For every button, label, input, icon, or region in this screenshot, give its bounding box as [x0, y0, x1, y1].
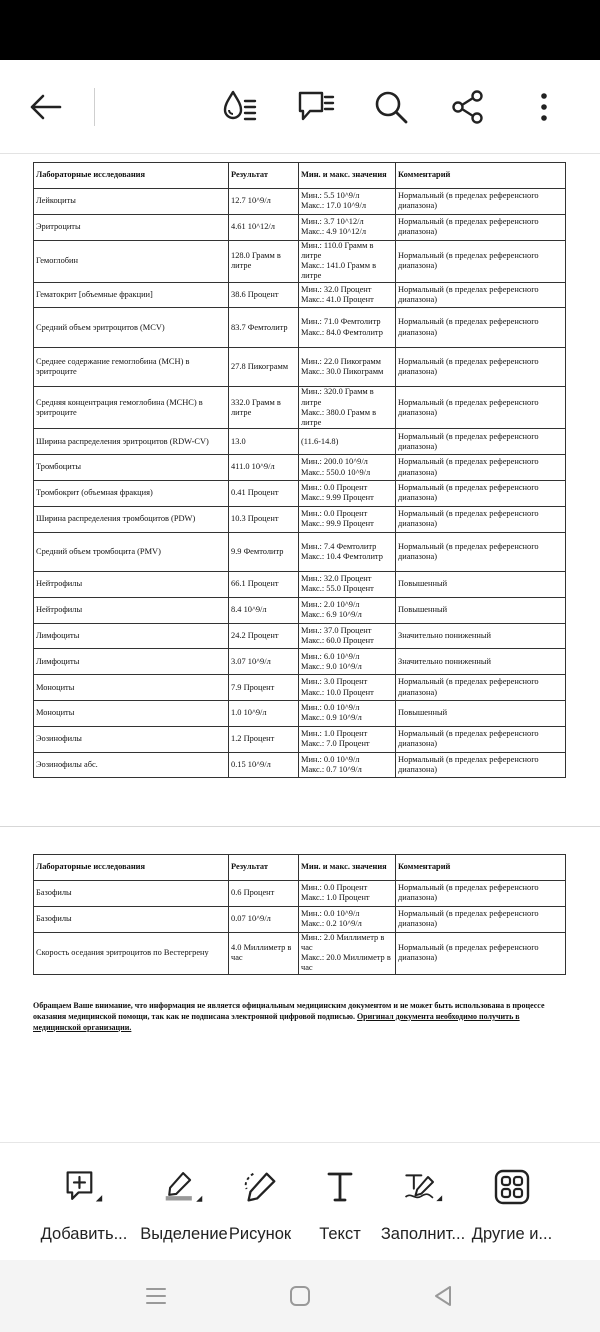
table-cell: Мин.: 5.5 10^9/л Макс.: 17.0 10^9/л — [299, 189, 396, 215]
table-row — [34, 387, 566, 429]
table-cell: 27.8 Пикограмм — [229, 347, 299, 387]
table-cell: 0.6 Процент — [229, 881, 299, 907]
fill-sign-label: Заполнит... — [380, 1225, 466, 1243]
table-cell: Мин.: 0.0 Процент Макс.: 1.0 Процент — [299, 881, 396, 907]
table-row — [34, 572, 566, 598]
table-cell: Мин.: 32.0 Процент Макс.: 41.0 Процент — [299, 282, 396, 308]
table-cell: Мин.: 71.0 Фемтолитр Макс.: 84.0 Фемтолитр — [299, 308, 396, 348]
table-cell: Значительно пониженный — [396, 649, 566, 675]
table-cell: Повышенный — [396, 597, 566, 623]
text-icon — [320, 1167, 360, 1207]
column-header: Лабораторные исследования — [34, 163, 229, 189]
table-row — [34, 649, 566, 675]
table-cell: 128.0 Грамм в литре — [229, 240, 299, 282]
table-cell: Гематокрит [объемные фракции] — [34, 282, 229, 308]
table-cell: Мин.: 200.0 10^9/л Макс.: 550.0 10^9/л — [299, 455, 396, 481]
system-nav-bar — [0, 1260, 600, 1332]
table-cell: Нормальный (в пределах референсного диапазона) — [396, 240, 566, 282]
table-cell: 38.6 Процент — [229, 282, 299, 308]
table-cell: Моноциты — [34, 675, 229, 701]
table-cell: Гемоглобин — [34, 240, 229, 282]
table-cell: (11.6-14.8) — [299, 429, 396, 455]
table-cell: Лейкоциты — [34, 189, 229, 215]
table-row — [34, 506, 566, 532]
table-cell: 4.0 Миллиметр в час — [229, 932, 299, 974]
table-cell: 411.0 10^9/л — [229, 455, 299, 481]
table-cell: Нормальный (в пределах референсного диапазона) — [396, 532, 566, 572]
table-cell: Мин.: 7.4 Фемтолитр Макс.: 10.4 Фемтолитр — [299, 532, 396, 572]
table-cell: 8.4 10^9/л — [229, 597, 299, 623]
table-cell: Мин.: 0.0 10^9/л Макс.: 0.2 10^9/л — [299, 906, 396, 932]
table-cell: Нормальный (в пределах референсного диапазона) — [396, 189, 566, 215]
table-row — [34, 932, 566, 974]
table-cell: Нормальный (в пределах референсного диапазона) — [396, 906, 566, 932]
column-header: Комментарий — [396, 163, 566, 189]
table-cell: 0.07 10^9/л — [229, 906, 299, 932]
table-header-row — [34, 163, 566, 189]
table-row — [34, 455, 566, 481]
table-cell: 7.9 Процент — [229, 675, 299, 701]
table-row — [34, 881, 566, 907]
disclaimer-notice — [33, 1001, 566, 1033]
more-tools-label: Другие и... — [471, 1225, 553, 1243]
table-row — [34, 308, 566, 348]
table-cell: Мин.: 320.0 Грамм в литре Макс.: 380.0 Грамм в литре — [299, 387, 396, 429]
toolbar-divider — [94, 88, 95, 126]
table-cell: 0.41 Процент — [229, 480, 299, 506]
add-comment-label: Добавить... — [40, 1225, 128, 1243]
table-cell: Средний объем эритроцитов (MCV) — [34, 308, 229, 348]
column-header: Комментарий — [396, 855, 566, 881]
table-cell: Мин.: 3.7 10^12/л Макс.: 4.9 10^12/л — [299, 214, 396, 240]
table-cell: Нормальный (в пределах референсного диапазона) — [396, 506, 566, 532]
add-comment-icon — [64, 1167, 104, 1207]
home-icon[interactable] — [278, 1278, 322, 1314]
table-cell: Повышенный — [396, 572, 566, 598]
table-cell: Лимфоциты — [34, 623, 229, 649]
table-cell: Нормальный (в пределах референсного диапазона) — [396, 932, 566, 974]
table-cell: Нормальный (в пределах референсного диапазона) — [396, 214, 566, 240]
table-cell: 332.0 Грамм в литре — [229, 387, 299, 429]
comment-list-icon[interactable] — [294, 85, 338, 129]
column-header: Результат — [229, 163, 299, 189]
table-cell: Мин.: 0.0 10^9/л Макс.: 0.7 10^9/л — [299, 752, 396, 778]
table-cell: 10.3 Процент — [229, 506, 299, 532]
table-row — [34, 532, 566, 572]
more-tools-icon — [492, 1167, 532, 1207]
table-cell: Нормальный (в пределах референсного диапазона) — [396, 282, 566, 308]
table-cell: Нормальный (в пределах референсного диапазона) — [396, 480, 566, 506]
more-tools-button[interactable] — [462, 1143, 562, 1261]
document-page-2 — [0, 827, 600, 1142]
table-cell: Тромбокрит (объемная фракция) — [34, 480, 229, 506]
table-cell: Эритроциты — [34, 214, 229, 240]
back-icon[interactable] — [421, 1278, 465, 1314]
table-row — [34, 480, 566, 506]
table-cell: Мин.: 0.0 Процент Макс.: 99.9 Процент — [299, 506, 396, 532]
disclaimer-text: Обращаем Ваше внимание, что информация не является официальным медицинским документом и не может быть использована в процессе оказания медицинской помощи, так как не подписана электронной цифровой подписью. — [33, 1001, 545, 1021]
table-row — [34, 282, 566, 308]
table-cell: 1.0 10^9/л — [229, 701, 299, 727]
highlight-label: Выделение — [140, 1225, 228, 1243]
table-cell: 83.7 Фемтолитр — [229, 308, 299, 348]
lab-results-table-1 — [33, 162, 566, 778]
table-row — [34, 906, 566, 932]
lab-results-table-2 — [33, 854, 566, 975]
table-cell: 13.0 — [229, 429, 299, 455]
more-vertical-icon[interactable] — [522, 85, 566, 129]
column-header: Мин. и макс. значения — [299, 855, 396, 881]
table-cell: Эозинофилы — [34, 726, 229, 752]
table-cell: Нормальный (в пределах референсного диапазона) — [396, 881, 566, 907]
table-cell: Скорость оседания эритроцитов по Вестергрену — [34, 932, 229, 974]
table-row — [34, 752, 566, 778]
table-cell: 4.61 10^12/л — [229, 214, 299, 240]
table-cell: Нормальный (в пределах референсного диапазона) — [396, 752, 566, 778]
table-row — [34, 726, 566, 752]
table-cell: Тромбоциты — [34, 455, 229, 481]
table-cell: Моноциты — [34, 701, 229, 727]
table-cell: Мин.: 0.0 Процент Макс.: 9.99 Процент — [299, 480, 396, 506]
table-row — [34, 675, 566, 701]
table-row — [34, 214, 566, 240]
table-cell: Нейтрофилы — [34, 572, 229, 598]
table-cell: 24.2 Процент — [229, 623, 299, 649]
top-toolbar — [0, 60, 600, 154]
table-cell: Средний объем тромбоцита (PMV) — [34, 532, 229, 572]
table-cell: Лимфоциты — [34, 649, 229, 675]
table-cell: Базофилы — [34, 906, 229, 932]
table-cell: Нормальный (в пределах референсного диапазона) — [396, 308, 566, 348]
table-cell: Мин.: 22.0 Пикограмм Макс.: 30.0 Пикограмм — [299, 347, 396, 387]
table-cell: Мин.: 2.0 10^9/л Макс.: 6.9 10^9/л — [299, 597, 396, 623]
table-cell: Базофилы — [34, 881, 229, 907]
bottom-toolbar — [0, 1142, 600, 1260]
table-cell: 3.07 10^9/л — [229, 649, 299, 675]
table-cell: Мин.: 37.0 Процент Макс.: 60.0 Процент — [299, 623, 396, 649]
table-cell: 0.15 10^9/л — [229, 752, 299, 778]
table-row — [34, 623, 566, 649]
table-cell: Повышенный — [396, 701, 566, 727]
share-icon[interactable] — [446, 85, 490, 129]
fill-sign-icon — [403, 1167, 443, 1207]
table-cell: Нормальный (в пределах референсного диапазона) — [396, 387, 566, 429]
table-cell: Мин.: 32.0 Процент Макс.: 55.0 Процент — [299, 572, 396, 598]
table-cell: Среднее содержание гемоглобина (MCH) в эритроците — [34, 347, 229, 387]
highlight-pen-icon — [164, 1167, 204, 1207]
draw-icon — [240, 1167, 280, 1207]
table-cell: Нейтрофилы — [34, 597, 229, 623]
status-bar — [0, 0, 600, 60]
table-row — [34, 189, 566, 215]
table-row — [34, 597, 566, 623]
back-arrow-icon[interactable] — [24, 85, 68, 129]
search-icon[interactable] — [369, 85, 413, 129]
disclaimer-underlined: Оригинал документа необходимо получить в медицинской организации. — [33, 1011, 520, 1032]
table-cell: Ширина распределения тромбоцитов (PDW) — [34, 506, 229, 532]
read-mode-icon[interactable] — [218, 85, 262, 129]
table-cell: Ширина распределения эритроцитов (RDW-CV) — [34, 429, 229, 455]
table-cell: Мин.: 3.0 Процент Макс.: 10.0 Процент — [299, 675, 396, 701]
table-cell: Значительно пониженный — [396, 623, 566, 649]
table-cell: Мин.: 1.0 Процент Макс.: 7.0 Процент — [299, 726, 396, 752]
table-cell: 66.1 Процент — [229, 572, 299, 598]
draw-label: Рисунок — [228, 1225, 292, 1243]
table-cell: Мин.: 2.0 Миллиметр в час Макс.: 20.0 Миллиметр в час — [299, 932, 396, 974]
text-label: Текст — [319, 1225, 361, 1243]
table-cell: 9.9 Фемтолитр — [229, 532, 299, 572]
table-row — [34, 347, 566, 387]
document-page-1 — [0, 154, 600, 826]
recent-apps-icon[interactable] — [134, 1278, 178, 1314]
table-cell: Мин.: 110.0 Грамм в литре Макс.: 141.0 Грамм в литре — [299, 240, 396, 282]
table-cell: Нормальный (в пределах референсного диапазона) — [396, 347, 566, 387]
table-header-row — [34, 855, 566, 881]
table-cell: 12.7 10^9/л — [229, 189, 299, 215]
column-header: Мин. и макс. значения — [299, 163, 396, 189]
table-cell: Мин.: 6.0 10^9/л Макс.: 9.0 10^9/л — [299, 649, 396, 675]
table-cell: Нормальный (в пределах референсного диапазона) — [396, 455, 566, 481]
add-comment-button[interactable] — [34, 1143, 134, 1261]
table-cell: Нормальный (в пределах референсного диапазона) — [396, 726, 566, 752]
column-header: Лабораторные исследования — [34, 855, 229, 881]
table-row — [34, 701, 566, 727]
table-cell: Нормальный (в пределах референсного диапазона) — [396, 429, 566, 455]
table-cell: Мин.: 0.0 10^9/л Макс.: 0.9 10^9/л — [299, 701, 396, 727]
table-cell: Средняя концентрация гемоглобина (MCHC) в эритроците — [34, 387, 229, 429]
column-header: Результат — [229, 855, 299, 881]
table-row — [34, 240, 566, 282]
table-cell: 1.2 Процент — [229, 726, 299, 752]
table-cell: Нормальный (в пределах референсного диапазона) — [396, 675, 566, 701]
table-row — [34, 429, 566, 455]
table-cell: Эозинофилы абс. — [34, 752, 229, 778]
